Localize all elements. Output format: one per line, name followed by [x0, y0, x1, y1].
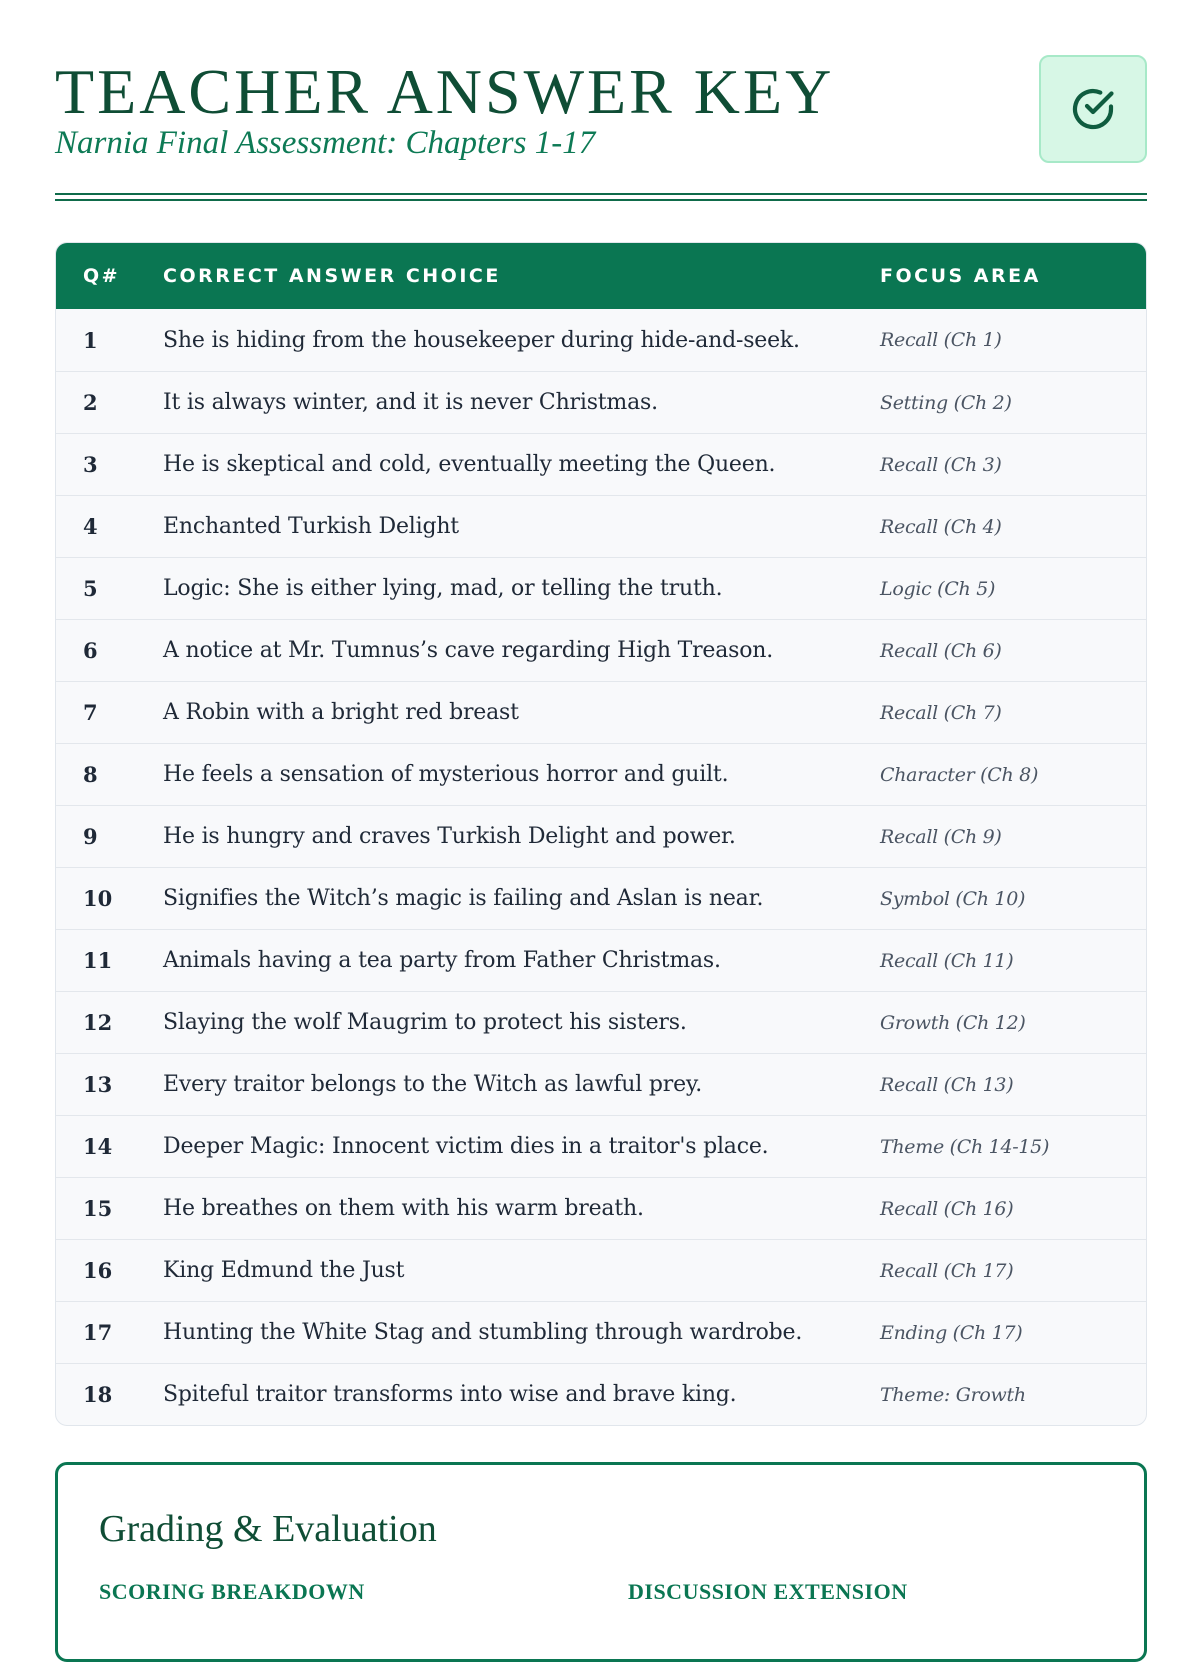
column-header-question-number: Q#	[83, 265, 121, 287]
table-row	[56, 805, 1146, 867]
table-row	[56, 1363, 1146, 1425]
table-row	[56, 557, 1146, 619]
answer-text: A notice at Mr. Tumnus’s cave regarding High Treason.	[163, 638, 774, 663]
question-number: 12	[83, 1010, 113, 1035]
focus-area: Theme: Growth	[880, 1383, 1026, 1406]
question-number: 5	[83, 576, 98, 601]
focus-area: Symbol (Ch 10)	[880, 887, 1026, 910]
question-number: 9	[83, 824, 98, 849]
question-number: 7	[83, 700, 98, 725]
page-header	[55, 55, 1147, 175]
answer-table	[55, 242, 1147, 1426]
focus-area: Setting (Ch 2)	[880, 391, 1012, 414]
question-number: 11	[83, 948, 113, 973]
answer-key-page	[55, 0, 1147, 1604]
discussion-extension-heading: DISCUSSION EXTENSION	[628, 1579, 908, 1604]
answer-text: He is hungry and craves Turkish Delight and power.	[163, 824, 736, 849]
focus-area: Recall (Ch 13)	[880, 1073, 1014, 1096]
table-row	[56, 495, 1146, 557]
page-title: TEACHER ANSWER KEY	[55, 56, 835, 127]
check-circle-icon	[1067, 83, 1119, 135]
page-subtitle: Narnia Final Assessment: Chapters 1-17	[55, 125, 596, 161]
focus-area: Recall (Ch 11)	[880, 949, 1014, 972]
answer-text: He feels a sensation of mysterious horror and guilt.	[163, 762, 729, 787]
question-number: 8	[83, 762, 98, 787]
question-number: 6	[83, 638, 98, 663]
question-number: 2	[83, 390, 98, 415]
table-row	[56, 929, 1146, 991]
table-row	[56, 991, 1146, 1053]
scoring-breakdown-heading: SCORING BREAKDOWN	[99, 1579, 365, 1604]
question-number: 15	[83, 1196, 113, 1221]
answer-text: He is skeptical and cold, eventually meeting the Queen.	[163, 452, 776, 477]
question-number: 17	[83, 1320, 113, 1345]
grading-panel	[55, 1462, 1147, 1662]
table-row	[56, 681, 1146, 743]
question-number: 14	[83, 1134, 113, 1159]
focus-area: Character (Ch 8)	[880, 763, 1039, 786]
answer-text: Animals having a tea party from Father Christmas.	[163, 948, 721, 973]
column-header-answer: CORRECT ANSWER CHOICE	[163, 265, 501, 287]
focus-area: Recall (Ch 9)	[880, 825, 1002, 848]
answer-text: King Edmund the Just	[163, 1258, 405, 1283]
answer-text: Every traitor belongs to the Witch as lawful prey.	[163, 1072, 703, 1097]
focus-area: Recall (Ch 17)	[880, 1259, 1014, 1282]
answer-text: Enchanted Turkish Delight	[163, 514, 459, 539]
question-number: 4	[83, 514, 98, 539]
question-number: 3	[83, 452, 98, 477]
answer-text: He breathes on them with his warm breath.	[163, 1196, 644, 1221]
answer-text: Hunting the White Stag and stumbling through wardrobe.	[163, 1320, 803, 1345]
focus-area: Recall (Ch 4)	[880, 515, 1002, 538]
focus-area: Recall (Ch 3)	[880, 453, 1002, 476]
question-number: 10	[83, 886, 113, 911]
answer-text: It is always winter, and it is never Christmas.	[163, 390, 658, 415]
grading-title: Grading & Evaluation	[99, 1508, 437, 1550]
focus-area: Theme (Ch 14-15)	[880, 1135, 1050, 1158]
focus-area: Recall (Ch 6)	[880, 639, 1002, 662]
focus-area: Growth (Ch 12)	[880, 1011, 1026, 1034]
focus-area: Ending (Ch 17)	[880, 1321, 1023, 1344]
question-number: 16	[83, 1258, 113, 1283]
table-row	[56, 867, 1146, 929]
header-divider	[55, 193, 1147, 201]
table-header	[56, 243, 1146, 309]
question-number: 13	[83, 1072, 113, 1097]
question-number: 18	[83, 1382, 113, 1407]
table-row	[56, 371, 1146, 433]
answer-text: Deeper Magic: Innocent victim dies in a traitor's place.	[163, 1134, 769, 1159]
table-row	[56, 1301, 1146, 1363]
table-row	[56, 1115, 1146, 1177]
table-row	[56, 743, 1146, 805]
table-row	[56, 1053, 1146, 1115]
question-number: 1	[83, 327, 98, 353]
table-row	[56, 1177, 1146, 1239]
answer-text: She is hiding from the housekeeper during hide-and-seek.	[163, 327, 800, 353]
table-row	[56, 309, 1146, 371]
table-row	[56, 1239, 1146, 1301]
answer-text: A Robin with a bright red breast	[163, 700, 519, 725]
column-header-focus-area: FOCUS AREA	[880, 265, 1041, 287]
answer-text: Slaying the wolf Maugrim to protect his sisters.	[163, 1010, 687, 1035]
answer-text: Signifies the Witch’s magic is failing and Aslan is near.	[163, 886, 764, 911]
focus-area: Recall (Ch 16)	[880, 1197, 1014, 1220]
table-row	[56, 433, 1146, 495]
focus-area: Logic (Ch 5)	[880, 577, 996, 600]
answer-text: Spiteful traitor transforms into wise and brave king.	[163, 1382, 737, 1407]
check-badge	[1039, 55, 1147, 163]
focus-area: Recall (Ch 1)	[880, 329, 1002, 351]
answer-text: Logic: She is either lying, mad, or telling the truth.	[163, 576, 723, 601]
table-row	[56, 619, 1146, 681]
focus-area: Recall (Ch 7)	[880, 701, 1002, 724]
